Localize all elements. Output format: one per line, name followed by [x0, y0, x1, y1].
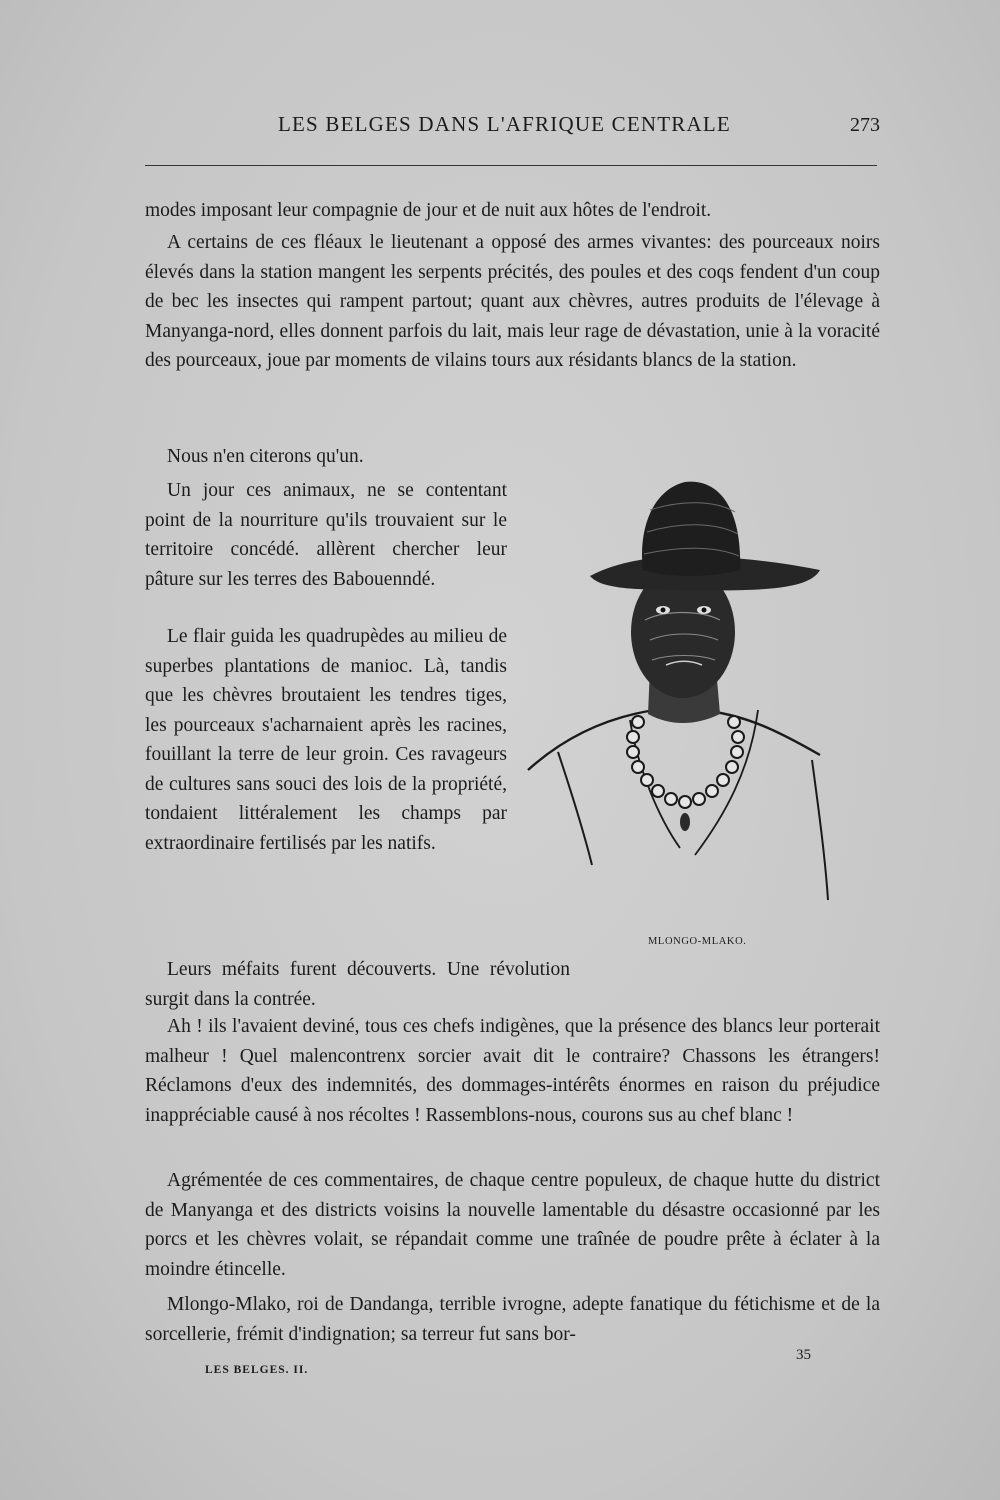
robe-right-fold [812, 760, 828, 900]
paragraph-2: A certains de ces fléaux le lieutenant a opposé des armes vivantes: des pourceaux noirs élevés dans la station mangent les serpents précités, des poules et des coqs fendent d'un coup de bec les insectes qui rampent partout; quant aux chèvres, autres produits de l'élevage à Manyanga-nord, elles donnent parfois du lait, mais leur rage de dévastation, unie à la voracité des pourceaux, joue par moments de vilains tours aux résidants blancs de la station. [145, 232, 880, 371]
paragraph-5: Le flair guida les quadrupèdes au milieu de superbes plantations de manioc. Là, tandis que les chèvres broutaient les tendres tiges, les pourceaux s'acharnaient après les racines, fouillant la terre de leur groin. Ces ravageurs de cultures sans souci des lois de la propriété, tondaient littéralement les champs par extraordinaire fertilisés par les natifs. [145, 626, 507, 854]
paragraph-4: Un jour ces animaux, ne se contentant point de la nourriture qu'ils trouvaient sur le territoire concédé. allèrent chercher leur pâture sur les terres des Babouenndé. [145, 480, 507, 590]
signature-number: 35 [796, 1347, 811, 1363]
signature-mark: LES BELGES. II. [205, 1364, 309, 1376]
page-number: 273 [850, 114, 880, 136]
figure-caption: MLONGO-MLAKO. [648, 936, 747, 947]
running-head [145, 112, 880, 142]
robe-left-fold [558, 752, 592, 865]
running-head-title: LES BELGES DANS L'AFRIQUE CENTRALE [278, 112, 731, 136]
paragraph-9: Mlongo-Mlako, roi de Dandanga, terrible ivrogne, adepte fanatique du fétichisme et de la sorcellerie, frémit d'indignation; sa terreur fut sans bor- [145, 1294, 880, 1345]
paragraph-6: Leurs méfaits furent découverts. Une révolution surgit dans la contrée. [145, 959, 570, 1010]
portrait-engraving [520, 470, 830, 910]
paragraph-3: Nous n'en citerons qu'un. [167, 446, 364, 467]
portrait-illustration [520, 470, 830, 910]
robe-right-outline [700, 710, 820, 755]
paragraph-8: Agrémentée de ces commentaires, de chaque centre populeux, de chaque hutte du district de Manyanga et des districts voisins la nouvelle lamentable du désastre occasionné par les porcs et les chèvres volait, se répandait comme une traînée de poudre prête à éclater à la moindre étincelle. [145, 1170, 880, 1280]
paragraph-1: modes imposant leur compagnie de jour et de nuit aux hôtes de l'endroit. [145, 200, 712, 221]
bead-necklace [627, 716, 744, 808]
header-rule [145, 165, 877, 166]
paragraph-7: Ah ! ils l'avaient deviné, tous ces chefs indigènes, que la présence des blancs leur porterait malheur ! Quel malencontrenx sorcier avait dit le contraire? Chassons les étrangers! Réclamons d'eux des indemnités, des dommages-intérêts énormes en raison du préjudice inappréciable causé à nos récoltes ! Rassemblons-nous, courons sus au chef blanc ! [145, 1016, 880, 1126]
pendant [680, 813, 690, 831]
